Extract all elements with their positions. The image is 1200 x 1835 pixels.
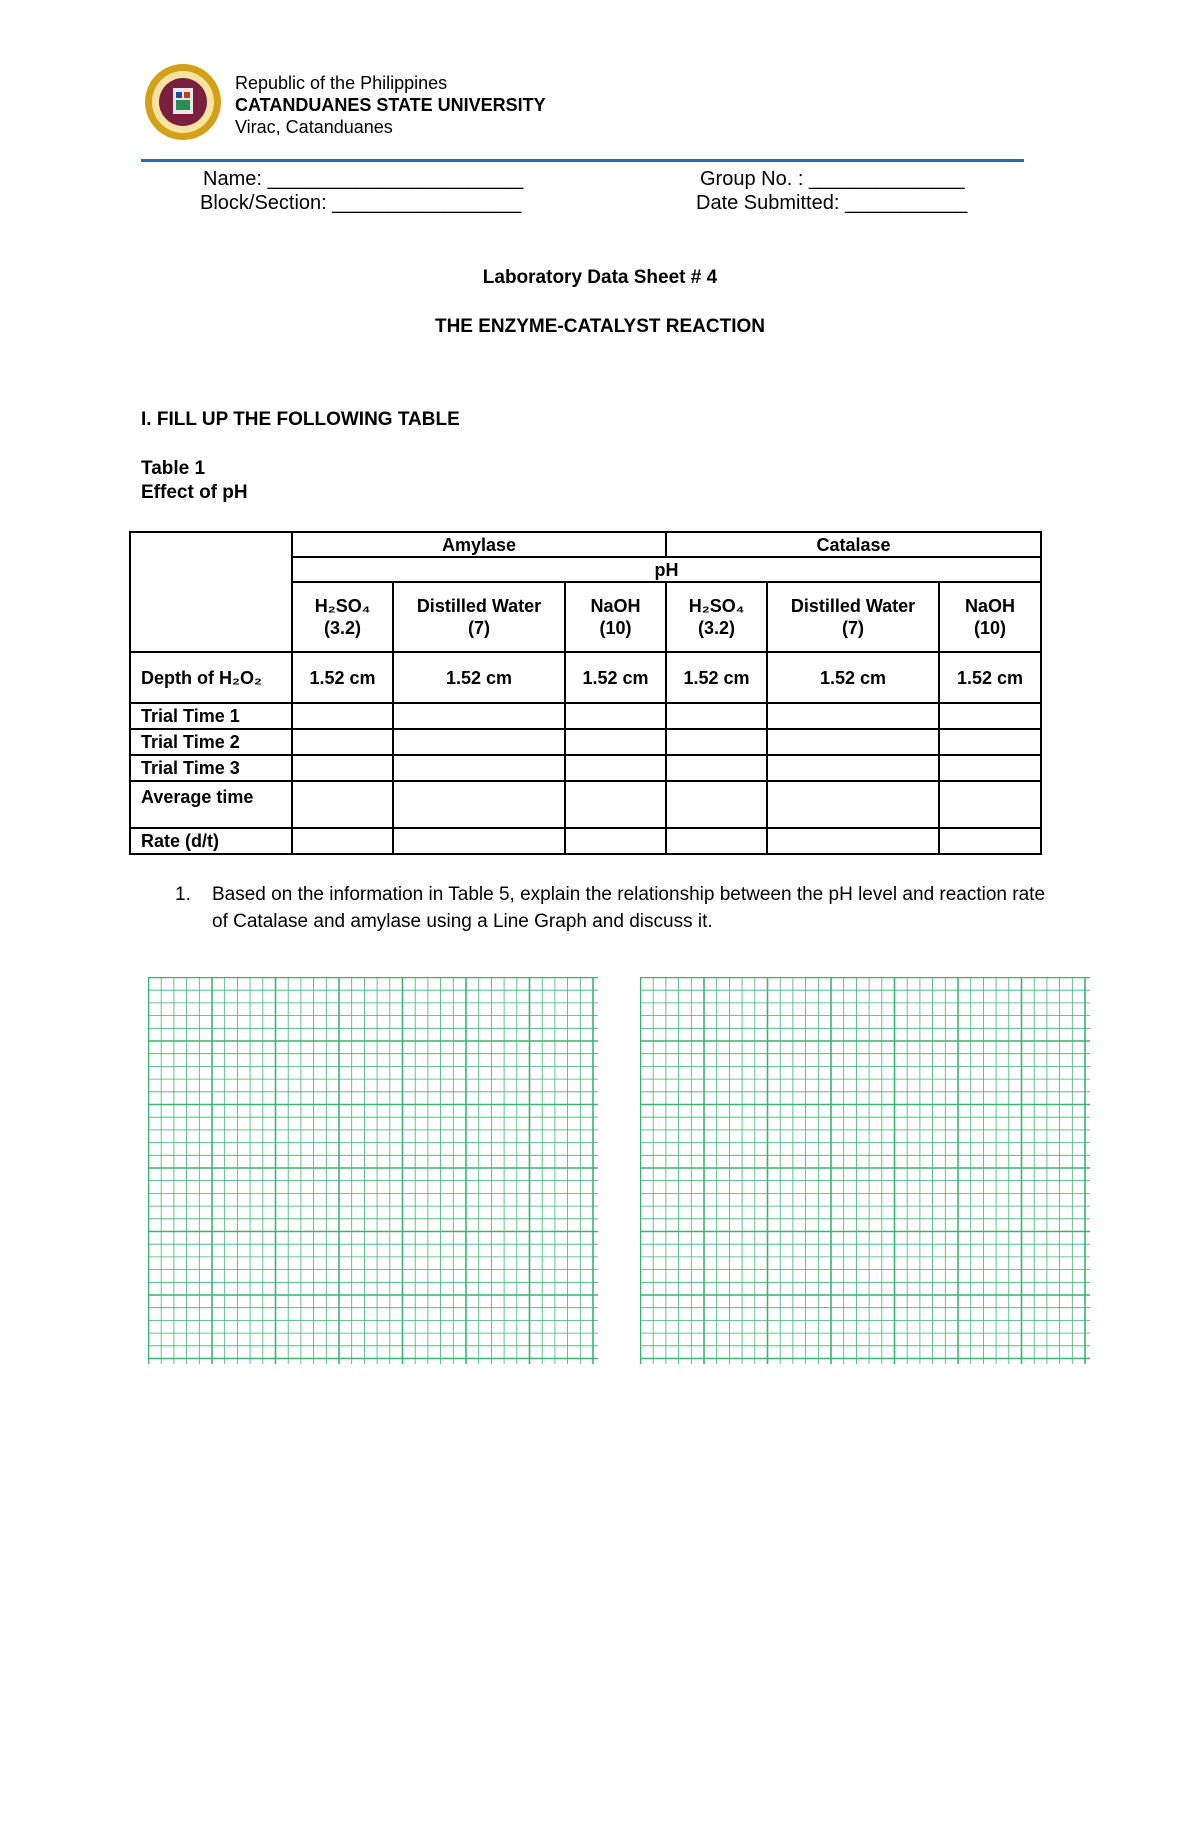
table-cell[interactable] <box>565 729 666 755</box>
university-name: CATANDUANES STATE UNIVERSITY <box>235 95 546 115</box>
table-cell[interactable] <box>565 703 666 729</box>
row-label: Trial Time 2 <box>130 729 292 755</box>
catalase-group-header: Catalase <box>666 532 1041 557</box>
column-ph: (3.2) <box>323 618 361 638</box>
university-seal-icon <box>143 62 223 142</box>
table-corner-cell <box>130 532 292 652</box>
depth-value: 1.52 cm <box>939 652 1041 703</box>
table-cell[interactable] <box>666 828 767 854</box>
column-ph: (3.2) <box>698 618 736 638</box>
question-text: Based on the information in Table 5, explain the relationship between the pH level and reaction rate of Catalase and amylase using a Line Graph and discuss it. <box>212 884 1046 932</box>
table-cell[interactable] <box>565 781 666 828</box>
name-field[interactable]: Name: _______________________ <box>203 168 524 190</box>
table-cell[interactable] <box>565 828 666 854</box>
depth-value: 1.52 cm <box>666 652 767 703</box>
republic-label: Republic of the Philippines <box>235 73 448 93</box>
table-cell[interactable] <box>939 729 1041 755</box>
table-cell[interactable] <box>767 703 939 729</box>
header-divider <box>141 159 1024 162</box>
question-number: 1. <box>175 884 191 905</box>
table-cell[interactable] <box>939 828 1041 854</box>
column-header <box>292 582 393 652</box>
table-cell[interactable] <box>939 755 1041 781</box>
column-name: Distilled Water <box>790 596 916 616</box>
table-cell[interactable] <box>767 828 939 854</box>
depth-value: 1.52 cm <box>767 652 939 703</box>
table-cell[interactable] <box>292 703 393 729</box>
column-name: NaOH <box>965 596 1016 616</box>
depth-value: 1.52 cm <box>565 652 666 703</box>
graph-paper-right[interactable] <box>640 977 1090 1364</box>
amylase-group-header: Amylase <box>292 532 666 557</box>
table-caption: Effect of pH <box>141 482 248 503</box>
column-header <box>767 582 939 652</box>
section-heading: I. FILL UP THE FOLLOWING TABLE <box>141 409 460 430</box>
table-cell[interactable] <box>393 828 565 854</box>
row-label: Trial Time 1 <box>130 703 292 729</box>
column-name: NaOH <box>590 596 641 616</box>
block-section-field[interactable]: Block/Section: _________________ <box>200 192 522 214</box>
column-header <box>565 582 666 652</box>
column-ph: (7) <box>842 618 865 638</box>
depth-row-label: Depth of H₂O₂ <box>130 652 292 703</box>
depth-value: 1.52 cm <box>292 652 393 703</box>
depth-value: 1.52 cm <box>393 652 565 703</box>
column-ph: (10) <box>599 618 632 638</box>
column-name: H₂SO₄ <box>314 596 371 616</box>
column-name: H₂SO₄ <box>688 596 745 616</box>
table-cell[interactable] <box>292 755 393 781</box>
table-cell[interactable] <box>767 729 939 755</box>
table-cell[interactable] <box>393 703 565 729</box>
table-cell[interactable] <box>292 781 393 828</box>
row-label: Rate (d/t) <box>130 828 292 854</box>
column-header <box>939 582 1041 652</box>
table-label: Table 1 <box>141 458 206 479</box>
group-number-field[interactable]: Group No. : ______________ <box>700 168 965 190</box>
table-cell[interactable] <box>393 781 565 828</box>
table-cell[interactable] <box>666 781 767 828</box>
ph-header: pH <box>292 557 1041 582</box>
table-cell[interactable] <box>939 703 1041 729</box>
row-label: Trial Time 3 <box>130 755 292 781</box>
ph-effect-table <box>129 531 1042 855</box>
table-cell[interactable] <box>666 703 767 729</box>
table-cell[interactable] <box>666 755 767 781</box>
column-header <box>666 582 767 652</box>
column-ph: (10) <box>974 618 1007 638</box>
sheet-title: Laboratory Data Sheet # 4 <box>482 267 718 288</box>
column-header <box>393 582 565 652</box>
graph-paper-left[interactable] <box>148 977 598 1364</box>
table-cell[interactable] <box>767 755 939 781</box>
sheet-subtitle: THE ENZYME-CATALYST REACTION <box>434 316 766 337</box>
table-cell[interactable] <box>393 729 565 755</box>
table-cell[interactable] <box>292 729 393 755</box>
row-label: Average time <box>130 781 292 828</box>
table-cell[interactable] <box>292 828 393 854</box>
table-cell[interactable] <box>767 781 939 828</box>
column-ph: (7) <box>468 618 490 638</box>
date-submitted-field[interactable]: Date Submitted: ___________ <box>696 192 968 214</box>
university-location: Virac, Catanduanes <box>235 117 393 137</box>
table-cell[interactable] <box>939 781 1041 828</box>
table-cell[interactable] <box>393 755 565 781</box>
column-name: Distilled Water <box>416 596 542 616</box>
table-cell[interactable] <box>666 729 767 755</box>
table-cell[interactable] <box>565 755 666 781</box>
